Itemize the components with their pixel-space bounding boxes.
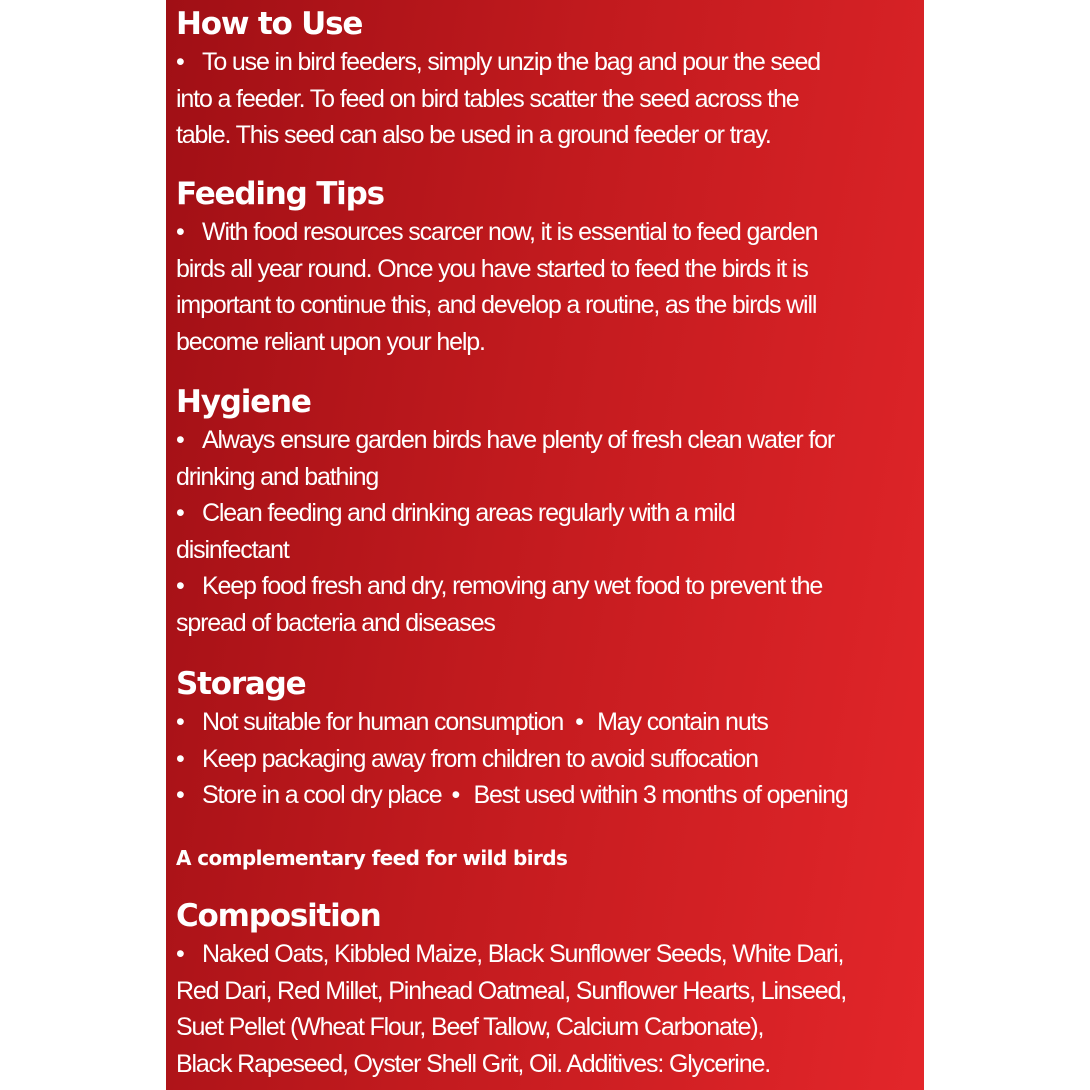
feeding-tips-line-3: important to continue this, and develop a routine, as the birds will [176,291,817,319]
bullet-icon: • [176,426,184,454]
label-panel [166,0,924,1090]
storage-text-nuts: May contain nuts [597,708,768,736]
hygiene-title: Hygiene [176,384,311,420]
complementary-section [176,845,918,871]
bullet-icon: • [176,48,184,76]
bullet-icon: • [176,572,184,600]
storage-section [176,664,918,814]
composition-line-4: Black Rapeseed, Oyster Shell Grit, Oil. Additives: Glycerine. [176,1049,770,1078]
storage-row-2 [176,741,918,778]
hygiene-item-2-text: Clean feeding and drinking areas regularly with a mild [202,499,735,527]
complementary-feed-text: A complementary feed for wild birds [176,846,568,870]
feeding-tips-line-2: birds all year round. Once you have started to feed the birds it is [176,254,808,283]
feeding-tips-section [176,174,918,360]
hygiene-item-3-line-1 [176,568,918,605]
how-to-use-line-1 [176,44,918,81]
feeding-tips-title: Feeding Tips [176,176,384,212]
feeding-tips-text-1: With food resources scarcer now, it is essential to feed garden [202,218,818,246]
hygiene-item-1-line-2: drinking and bathing [176,462,379,491]
composition-section [176,896,918,1082]
composition-text-1: Naked Oats, Kibbled Maize, Black Sunflower Seeds, White Dari, [202,940,844,968]
bullet-icon: • [575,708,583,736]
bullet-icon: • [176,781,184,809]
storage-text-best-used: Best used within 3 months of opening [473,781,848,809]
composition-line-3: Suet Pellet (Wheat Flour, Beef Tallow, Calcium Carbonate), [176,1013,764,1041]
hygiene-item-1-line-1 [176,422,918,459]
bullet-icon: • [176,744,184,773]
feeding-tips-line-4: become reliant upon your help. [176,327,485,356]
hygiene-item-2-line-2: disinfectant [176,535,289,564]
storage-row-3 [176,777,918,814]
bullet-icon: • [176,708,184,736]
storage-row-1 [176,704,918,741]
storage-title: Storage [176,666,306,702]
bullet-icon: • [176,499,184,527]
bullet-icon: • [451,781,460,809]
how-to-use-text-1: To use in bird feeders, simply unzip the bag and pour the seed [202,48,821,76]
hygiene-item-3-text: Keep food fresh and dry, removing any wet food to prevent the [202,572,823,600]
storage-text-not-suitable: Not suitable for human consumption [202,708,564,736]
how-to-use-section [176,4,918,154]
hygiene-item-3-line-2: spread of bacteria and diseases [176,608,495,637]
hygiene-section [176,382,918,641]
bullet-icon: • [176,218,184,246]
hygiene-item-2-line-1 [176,495,918,532]
how-to-use-line-2: into a feeder. To feed on bird tables scatter the seed across the [176,84,799,113]
how-to-use-title: How to Use [176,6,363,42]
composition-line-1 [176,936,918,973]
feeding-tips-line-1 [176,214,918,251]
storage-text-cool-dry: Store in a cool dry place [202,781,442,809]
composition-title: Composition [176,898,381,934]
how-to-use-line-3: table. This seed can also be used in a ground feeder or tray. [176,121,771,149]
hygiene-item-1-text: Always ensure garden birds have plenty of fresh clean water for [202,426,835,454]
composition-line-2: Red Dari, Red Millet, Pinhead Oatmeal, Sunflower Hearts, Linseed, [176,976,847,1005]
storage-text-packaging: Keep packaging away from children to avoid suffocation [202,744,758,773]
bullet-icon: • [176,940,184,968]
